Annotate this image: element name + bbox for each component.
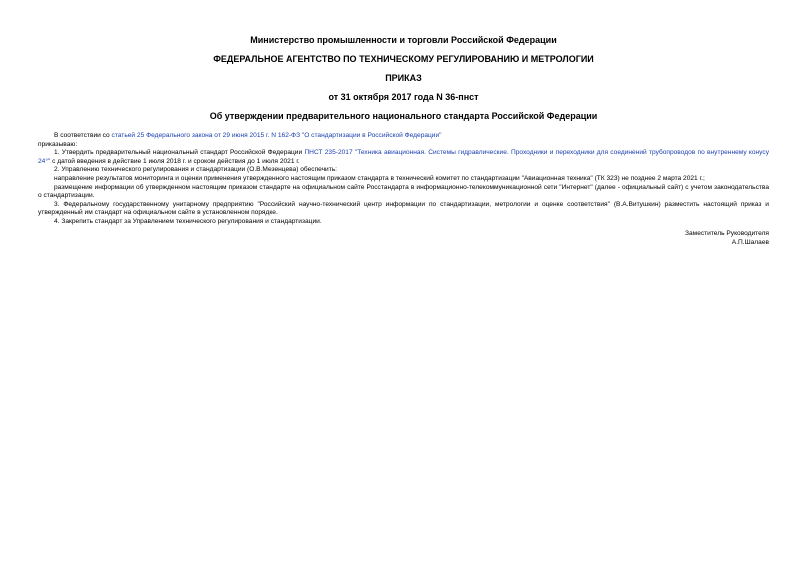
order-date-number: от 31 октября 2017 года N 36-пнст	[328, 92, 479, 102]
signatory-name: А.П.Шалаев	[731, 238, 769, 246]
item-2-paragraph: 2. Управлению технического регулирования и стандартизации (О.В.Мезенцева) обеспечить:	[54, 166, 338, 174]
item-1-prefix: 1. Утвердить предварительный национальный стандарт Российской Федерации	[54, 149, 305, 157]
item-2-sub-2: размещение информации об утвержденном настоящим приказом стандарте на официальном сайте Росстандарта в информационно-телекоммуникационной сети "Интернет" (далее - официальный сайт) с учетом законодательства о стандартизации.	[38, 183, 769, 200]
intro-prefix: В соответствии со	[54, 132, 112, 139]
intro-paragraph	[38, 132, 769, 141]
signature-block	[38, 229, 769, 247]
item-1-suffix: с датой введения в действие 1 июля 2018 г. и сроком действия до 1 июля 2021 г.	[50, 157, 300, 165]
item-2-sub-1: направление результатов мониторинга и оценки применения утвержденного настоящим приказом стандарта в технический комитет по стандартизации "Авиационная техника" (ТК 323) не позднее 2 марта 2021 г.;	[54, 174, 705, 182]
order-word: приказываю:	[38, 140, 78, 148]
ministry-title: Министерство промышленности и торговли Российской Федерации	[250, 35, 557, 45]
federal-law-link[interactable]: статьей 25 Федерального закона от 29 июня 2015 г. N 162-ФЗ "О стандартизации в Российской Федерации"	[111, 132, 442, 139]
agency-title: ФЕДЕРАЛЬНОЕ АГЕНТСТВО ПО ТЕХНИЧЕСКОМУ РЕГУЛИРОВАНИЮ И МЕТРОЛОГИИ	[213, 54, 594, 64]
standard-link[interactable]: ПНСТ 235-2017 "Техника авиационная. Системы гидравлические. Проходники и переходники для соединений трубопроводов по внутреннему конусу 24°"	[38, 149, 769, 165]
signatory-position: Заместитель Руководителя	[685, 229, 769, 237]
item-3-paragraph: 3. Федеральному государственному унитарному предприятию "Российский научно-технический центр информации по стандартизации, метрологии и оценке соответствия" (В.А.Витушкин) разместить настоящий приказ и утвержденный им стандарт на официальном сайте в установленном порядке.	[38, 200, 769, 217]
item-1-paragraph	[38, 149, 769, 166]
order-subject: Об утверждении предварительного национального стандарта Российской Федерации	[209, 111, 598, 121]
order-body	[38, 132, 769, 227]
document-type: ПРИКАЗ	[385, 73, 422, 83]
item-4-paragraph: 4. Закрепить стандарт за Управлением технического регулирования и стандартизации.	[54, 217, 322, 225]
